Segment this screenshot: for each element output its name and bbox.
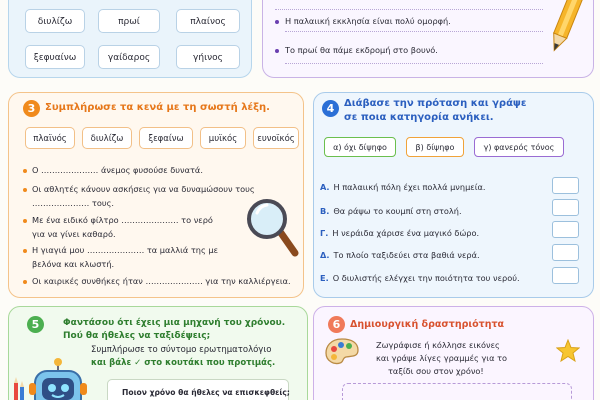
question-text: Ποιον χρόνο θα ήθελες να επισκεφθείς; bbox=[122, 388, 290, 397]
answer-box[interactable] bbox=[552, 199, 579, 216]
section-instruction: Συμπλήρωσε το σύντομο ερωτηματολόγιο bbox=[91, 345, 272, 355]
magnifying-glass-icon bbox=[245, 197, 299, 257]
exercise-line: ………………… τους. bbox=[32, 198, 114, 208]
section-title: Συμπλήρωσε τα κενά με τη σωστή λέξη. bbox=[45, 102, 270, 113]
writing-line bbox=[275, 9, 543, 10]
section-title: Διάβασε την πρόταση και γράψε bbox=[344, 98, 527, 109]
writing-line bbox=[285, 63, 543, 64]
bullet-dot bbox=[23, 249, 27, 253]
word-tile: γαίδαρος bbox=[98, 45, 160, 69]
exercise-line: Με ένα ειδικό φίλτρο ………………… το νερό bbox=[23, 215, 213, 225]
section-instruction: ταξίδι σου στον χρόνο! bbox=[388, 366, 484, 376]
section-number-badge: 6 bbox=[328, 316, 345, 333]
section-instruction: και βάλε ✓ στο κουτάκι που προτιμάς. bbox=[91, 358, 276, 368]
time-machine-card bbox=[8, 306, 308, 400]
sentence-card bbox=[262, 0, 594, 78]
section-instruction: Πού θα ήθελες να ταξιδέψεις; bbox=[63, 331, 211, 341]
word-choice: ευνοϊκός bbox=[253, 127, 299, 149]
word-choice: πλαϊνός bbox=[25, 127, 75, 149]
bullet-dot bbox=[23, 169, 27, 173]
sentence-text: Το πρωί θα πάμε εκδρομή στο βουνό. bbox=[285, 45, 438, 55]
drawing-area[interactable] bbox=[342, 383, 572, 400]
section-instruction: Φαντάσου ότι έχεις μια μηχανή του χρόνου. bbox=[63, 318, 286, 328]
bullet-dot bbox=[23, 188, 27, 192]
pencils-icon bbox=[11, 377, 27, 400]
section-instruction: Ζωγράφισε ή κόλλησε εικόνες bbox=[376, 340, 500, 350]
category-option: β) δίψηφο bbox=[406, 137, 464, 157]
section-number-badge: 4 bbox=[322, 100, 339, 117]
sentence-row: Δ. Το πλοίο ταξιδεύει στα βαθιά νερά. bbox=[320, 250, 480, 260]
bullet-dot bbox=[23, 219, 27, 223]
palette-icon bbox=[324, 337, 360, 367]
robot-icon bbox=[27, 357, 89, 400]
sentence-row: Β. Θα ράψω το κουμπί στη στολή. bbox=[320, 206, 462, 216]
exercise-line: Οι αθλητές κάνουν ασκήσεις για να δυναμώσουν τους bbox=[23, 184, 255, 194]
sentence-line bbox=[275, 16, 451, 26]
answer-box[interactable] bbox=[552, 221, 579, 238]
exercise-line: βελόνα και κλωστή. bbox=[32, 259, 115, 269]
category-option: α) όχι δίψηφο bbox=[324, 137, 396, 157]
questionnaire-box bbox=[107, 379, 289, 400]
sentence-line bbox=[275, 45, 438, 55]
sentence-row: Γ. Η νεράιδα χάρισε ένα μαγικό δώρο. bbox=[320, 228, 480, 238]
word-choice: ξεφαίνω bbox=[139, 127, 193, 149]
answer-box[interactable] bbox=[552, 267, 579, 284]
category-option: γ) φανερός τόνος bbox=[474, 137, 564, 157]
category-card bbox=[313, 92, 594, 298]
writing-line bbox=[285, 31, 543, 32]
word-tile: ξεφυαίνω bbox=[25, 45, 85, 69]
pencil-icon bbox=[543, 0, 589, 61]
exercise-line: Η γιαγιά μου ………………… τα μαλλιά της με bbox=[23, 245, 218, 255]
section-title: σε ποια κατηγορία ανήκει. bbox=[344, 112, 494, 123]
word-tile: πρωί bbox=[98, 9, 160, 33]
section-instruction: και γράψε λίγες γραμμές για το bbox=[376, 353, 508, 363]
star-icon bbox=[556, 339, 580, 363]
section-number-badge: 5 bbox=[27, 316, 44, 333]
exercise-line: για να γίνει καθαρό. bbox=[32, 229, 116, 239]
creative-card bbox=[313, 306, 594, 400]
word-tile: γήινος bbox=[176, 45, 240, 69]
section-title: Δημιουργική δραστηριότητα bbox=[350, 319, 505, 330]
bullet-dot bbox=[23, 280, 27, 284]
exercise-line: Ο ………………… άνεμος φυσούσε δυνατά. bbox=[23, 165, 203, 175]
bullet-dot bbox=[275, 20, 279, 24]
word-choice: διυλίζω bbox=[82, 127, 132, 149]
word-tile: πλαίνος bbox=[176, 9, 240, 33]
sentence-row: Α. Η παλαιική πόλη έχει πολλά μνημεία. bbox=[320, 182, 486, 192]
answer-box[interactable] bbox=[552, 177, 579, 194]
word-grid-card bbox=[8, 0, 252, 78]
fill-blanks-card bbox=[8, 92, 304, 298]
sentence-row: Ε. Ο διυλιστής ελέγχει την ποιότητα του νερού. bbox=[320, 273, 520, 283]
bullet-dot bbox=[275, 49, 279, 53]
answer-box[interactable] bbox=[552, 244, 579, 261]
section-number-badge: 3 bbox=[23, 100, 40, 117]
exercise-line: Οι καιρικές συνθήκες ήταν ………………… για την καλλιέργεια. bbox=[23, 276, 291, 286]
sentence-text: Η παλαιική εκκλησία είναι πολύ ομορφή. bbox=[285, 16, 451, 26]
word-tile: διυλίζω bbox=[25, 9, 85, 33]
word-choice: μυϊκός bbox=[200, 127, 246, 149]
